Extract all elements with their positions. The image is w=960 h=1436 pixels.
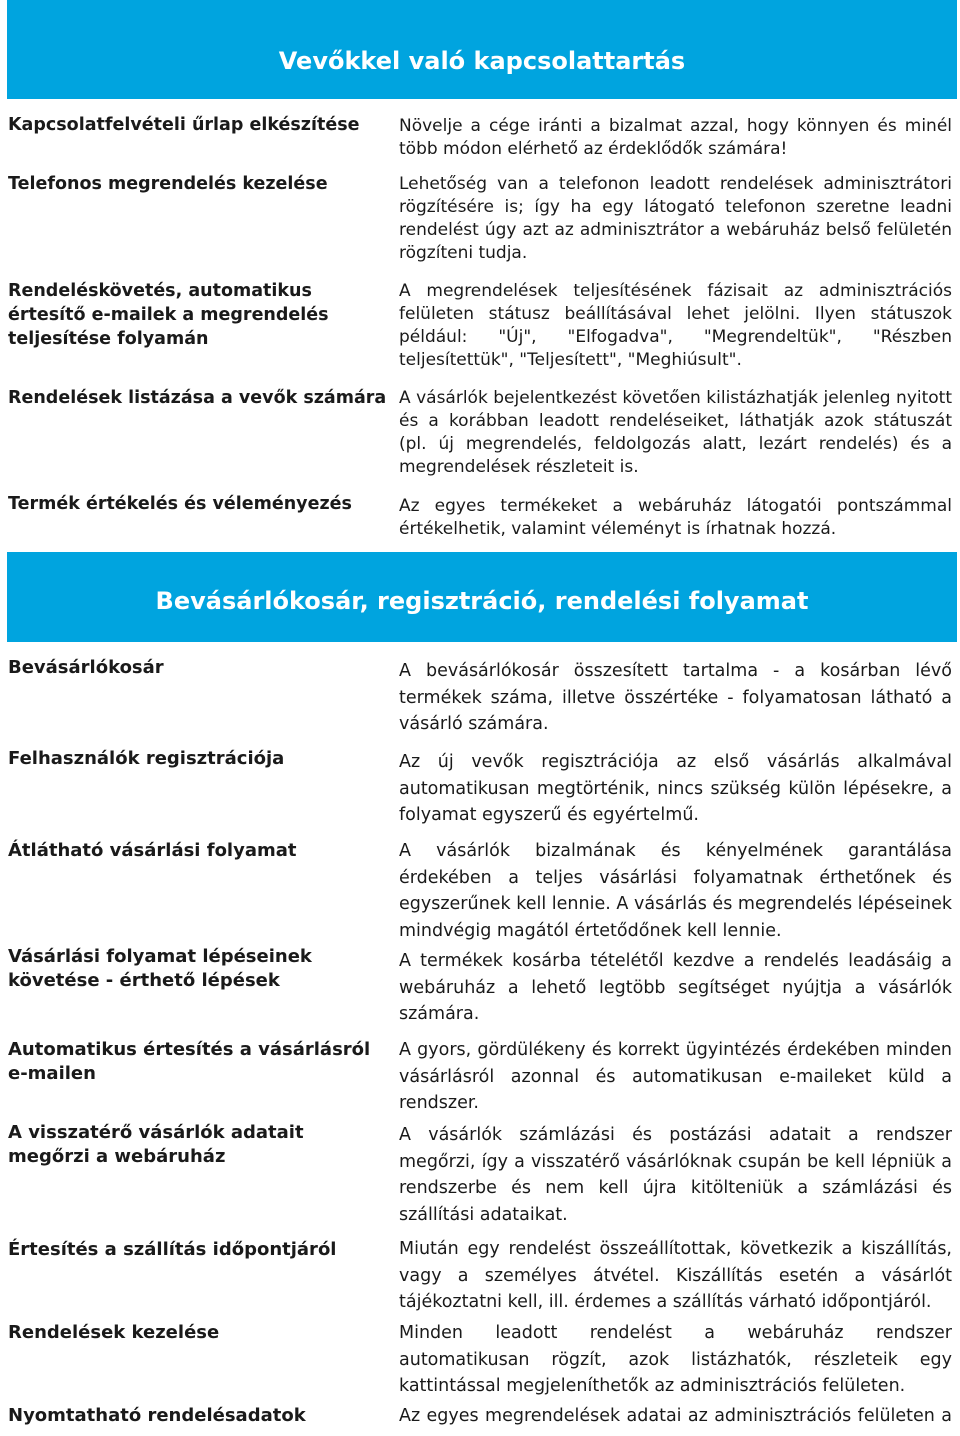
feature-label: Vásárlási folyamat lépéseinek követése - érthető lépések bbox=[8, 946, 312, 991]
feature-label: Bevásárlókosár bbox=[8, 657, 164, 678]
feature-description: A megrendelések teljesítésének fázisait az adminisztrációs felületen státusz beállításával lehet jelölni. Ilyen státuszok például: "Új", "Elfogadva", "Megrendeltük", "Részben teljesítettük", "Teljesített", "Meghiúsult". bbox=[399, 281, 952, 370]
feature-label: Termék értékelés és véleményezés bbox=[8, 494, 352, 514]
feature-description: A gyors, gördülékeny és korrekt ügyintézés érdekében minden vásárlásról azonnal és automatikusan e-maileket küld a rendszer. bbox=[399, 1040, 952, 1113]
feature-description: Lehetőség van a telefonon leadott rendelések adminisztrátori rögzítésére is; így ha egy látogató telefonon szeretne leadni rendelést úgy azt az adminisztrátor a webáruház belső felületén rögzíteni tudja. bbox=[399, 174, 952, 263]
feature-description: A bevásárlókosár összesített tartalma - a kosárban lévő termékek száma, illetve összértéke - folyamatosan látható a vásárló számára. bbox=[399, 661, 952, 734]
feature-label: Nyomtatható rendelésadatok bbox=[8, 1405, 306, 1426]
feature-description: Az egyes megrendelések adatai az adminisztrációs felületen a bbox=[399, 1406, 952, 1426]
feature-description: A termékek kosárba tételétől kezdve a rendelés leadásáig a webáruház a lehető legtöbb segítséget nyújtja a vásárlók számára. bbox=[399, 951, 952, 1024]
feature-label: Rendeléskövetés, automatikus értesítő e-mailek a megrendelés teljesítése folyamán bbox=[8, 281, 329, 349]
feature-description: Növelje a cége iránti a bizalmat azzal, hogy könnyen és minél több módon elérhető az érdeklődők számára! bbox=[399, 116, 952, 159]
feature-label: Felhasználók regisztrációja bbox=[8, 748, 285, 769]
feature-label: Rendelések listázása a vevők számára bbox=[8, 388, 387, 408]
feature-description: Az új vevők regisztrációja az első vásárlás alkalmával automatikusan megtörténik, nincs szükség külön lépésekre, a folyamat egyszerű és egyértelmű. bbox=[399, 752, 952, 825]
feature-description: Az egyes termékeket a webáruház látogatói pontszámmal értékelhetik, valamint véleményt is írhatnak hozzá. bbox=[399, 496, 952, 539]
feature-description: Minden leadott rendelést a webáruház rendszer automatikusan rögzít, azok listázhatók, részleteik egy kattintással megjeleníthetők az adminisztrációs felületen. bbox=[399, 1323, 952, 1396]
feature-label: Rendelések kezelése bbox=[8, 1322, 220, 1343]
feature-description: A vásárlók bejelentkezést követően kilistázhatják jelenleg nyitott és a korábban leadott rendeléseiket, láthatják azok státuszát (pl. új megrendelés, feldolgozás alatt, lezárt rendelés) és a megrendelések részleteit is. bbox=[399, 388, 952, 477]
feature-description: A vásárlók bizalmának és kényelmének garantálása érdekében a teljes vásárlási folyamatnak érthetőnek és egyszerűnek kell lennie. A vásárlás és megrendelés lépéseinek mindvégig magától értetődőnek kell lennie. bbox=[399, 841, 952, 941]
feature-label: Kapcsolatfelvételi űrlap elkészítése bbox=[8, 115, 360, 135]
section-title-cart-registration: Bevásárlókosár, regisztráció, rendelési folyamat bbox=[7, 552, 957, 642]
feature-description: Miután egy rendelést összeállítottak, következik a kiszállítás, vagy a személyes átvétel. Kiszállítás esetén a vásárlót tájékoztatni kell, ill. érdemes a szállítás várható időpontjáról. bbox=[399, 1239, 952, 1312]
section-title-customer-contact: Vevőkkel való kapcsolattartás bbox=[7, 0, 957, 99]
feature-label: A visszatérő vásárlók adatait megőrzi a webáruház bbox=[8, 1122, 304, 1167]
feature-label: Automatikus értesítés a vásárlásról e-mailen bbox=[8, 1039, 371, 1084]
feature-label: Értesítés a szállítás időpontjáról bbox=[8, 1239, 337, 1260]
feature-label: Telefonos megrendelés kezelése bbox=[8, 174, 328, 194]
feature-label: Átlátható vásárlási folyamat bbox=[8, 840, 297, 861]
feature-description: A vásárlók számlázási és postázási adatait a rendszer megőrzi, így a visszatérő vásárlóknak csupán be kell lépniük a rendszerbe és nem kell újra kitölteniük a számlázási és szállítási adataikat. bbox=[399, 1125, 952, 1225]
